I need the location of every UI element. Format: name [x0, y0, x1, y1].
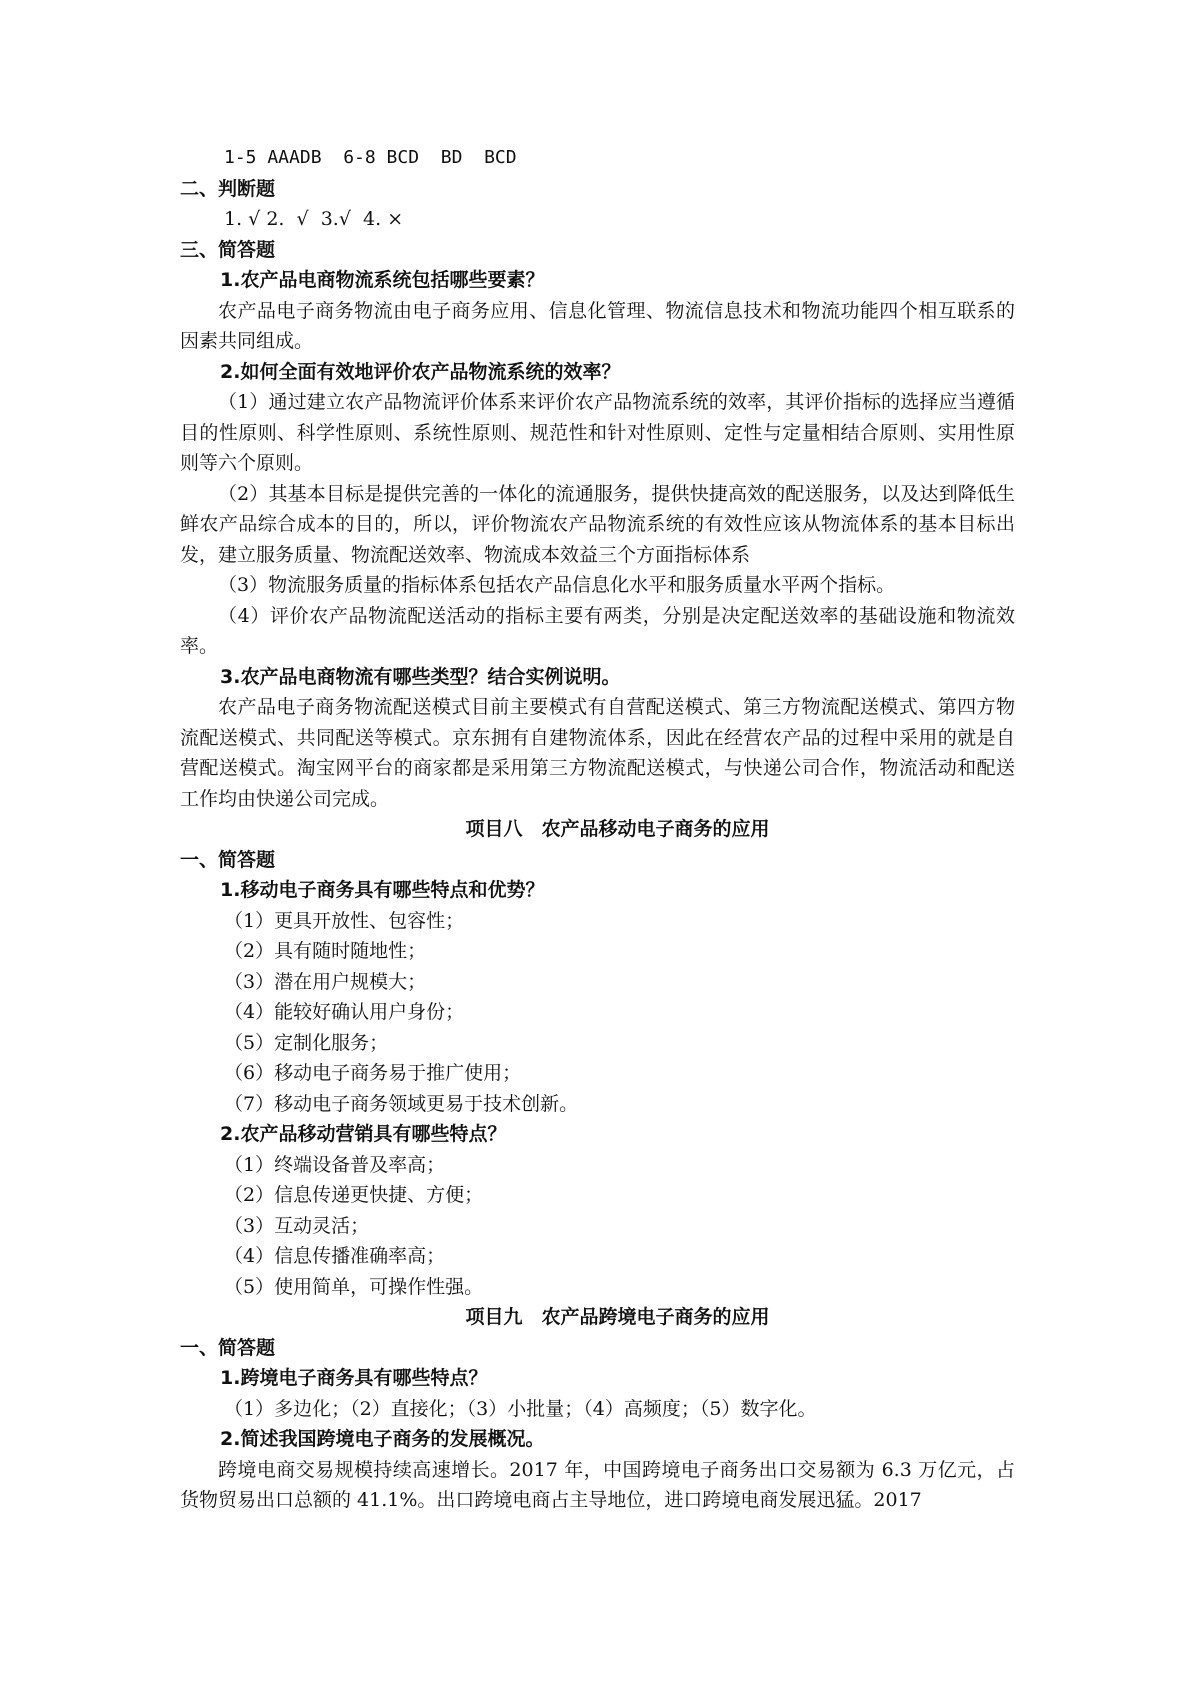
list-item: （2）信息传递更快捷、方便； — [224, 1184, 484, 1206]
section-heading: 一、简答题 — [180, 1336, 276, 1359]
project-title: 项目八 农产品移动电子商务的应用 — [465, 818, 770, 840]
question-title: 3.农产品电商物流有哪些类型？结合实例说明。 — [220, 665, 621, 688]
answer-paragraph: （4）评价农产品物流配送活动的指标主要有两类，分别是决定配送效率的基础设施和物流效率。 — [180, 604, 1015, 657]
list-item: （4）信息传播准确率高； — [224, 1245, 446, 1267]
judgment-answers: 1. √ 2. √ 3.√ 4. × — [224, 208, 404, 230]
answer-line: （1）多边化；（2）直接化；（3）小批量；（4）高频度；（5）数字化。 — [224, 1397, 817, 1420]
list-item: （6）移动电子商务易于推广使用； — [224, 1062, 522, 1084]
section-heading-judgment: 二、判断题 — [180, 177, 276, 200]
question-title: 1.跨境电子商务具有哪些特点？ — [220, 1367, 488, 1389]
answer-paragraph: （1）通过建立农产品物流评价体系来评价农产品物流系统的效率，其评价指标的选择应当遵循目的性原则、科学性原则、系统性原则、规范性和针对性原则、定性与定量相结合原则、实用性原则等六个原则。 — [180, 391, 1015, 474]
list-item: （7）移动电子商务领域更易于技术创新。 — [224, 1092, 579, 1115]
list-item: （5）定制化服务； — [224, 1031, 389, 1054]
list-item: （1）终端设备普及率高； — [224, 1153, 446, 1176]
choice-answers: 1-5 AAADB 6-8 BCD BD BCD — [224, 147, 517, 168]
list-item: （4）能较好确认用户身份； — [224, 1001, 465, 1023]
section-heading: 一、简答题 — [180, 848, 276, 871]
answer-paragraph: （3）物流服务质量的指标体系包括农产品信息化水平和服务质量水平两个指标。 — [218, 574, 896, 596]
question-title: 2.如何全面有效地评价农产品物流系统的效率？ — [220, 360, 621, 383]
answer-paragraph: 农产品电子商务物流由电子商务应用、信息化管理、物流信息技术和物流功能四个相互联系的因素共同组成。 — [180, 299, 1015, 352]
answer-paragraph: 农产品电子商务物流配送模式目前主要模式有自营配送模式、第三方物流配送模式、第四方物流配送模式、共同配送等模式。京东拥有自建物流体系，因此在经营农产品的过程中采用的就是自营配送模式。淘宝网平台的商家都是采用第三方物流配送模式，与快递公司合作，物流活动和配送工作均由快递公司完成。 — [180, 696, 1015, 810]
question-title: 1.农产品电商物流系统包括哪些要素？ — [220, 269, 545, 291]
answer-paragraph: 跨境电商交易规模持续高速增长。2017 年，中国跨境电子商务出口交易额为 6.3 万亿元，占货物贸易出口总额的 41.1%。出口跨境电商占主导地位，进口跨境电商发展迅猛。2017 — [180, 1458, 1015, 1511]
list-item: （2）具有随时随地性； — [224, 940, 427, 962]
question-title: 1.移动电子商务具有哪些特点和优势？ — [220, 879, 545, 901]
question-title: 2.农产品移动营销具有哪些特点？ — [220, 1123, 507, 1145]
question-title: 2.简述我国跨境电子商务的发展概况。 — [220, 1428, 545, 1450]
list-item: （1）更具开放性、包容性； — [224, 909, 465, 932]
answer-paragraph: （2）其基本目标是提供完善的一体化的流通服务，提供快捷高效的配送服务，以及达到降低生鲜农产品综合成本的目的，所以，评价物流农产品物流系统的有效性应该从物流体系的基本目标出发，建立服务质量、物流配送效率、物流成本效益三个方面指标体系 — [180, 482, 1015, 566]
section-heading-short-answer: 三、简答题 — [180, 238, 276, 261]
list-item: （5）使用简单，可操作性强。 — [224, 1275, 484, 1298]
list-item: （3）互动灵活； — [224, 1214, 370, 1237]
list-item: （3）潜在用户规模大； — [224, 970, 427, 993]
project-title: 项目九 农产品跨境电子商务的应用 — [465, 1306, 770, 1328]
